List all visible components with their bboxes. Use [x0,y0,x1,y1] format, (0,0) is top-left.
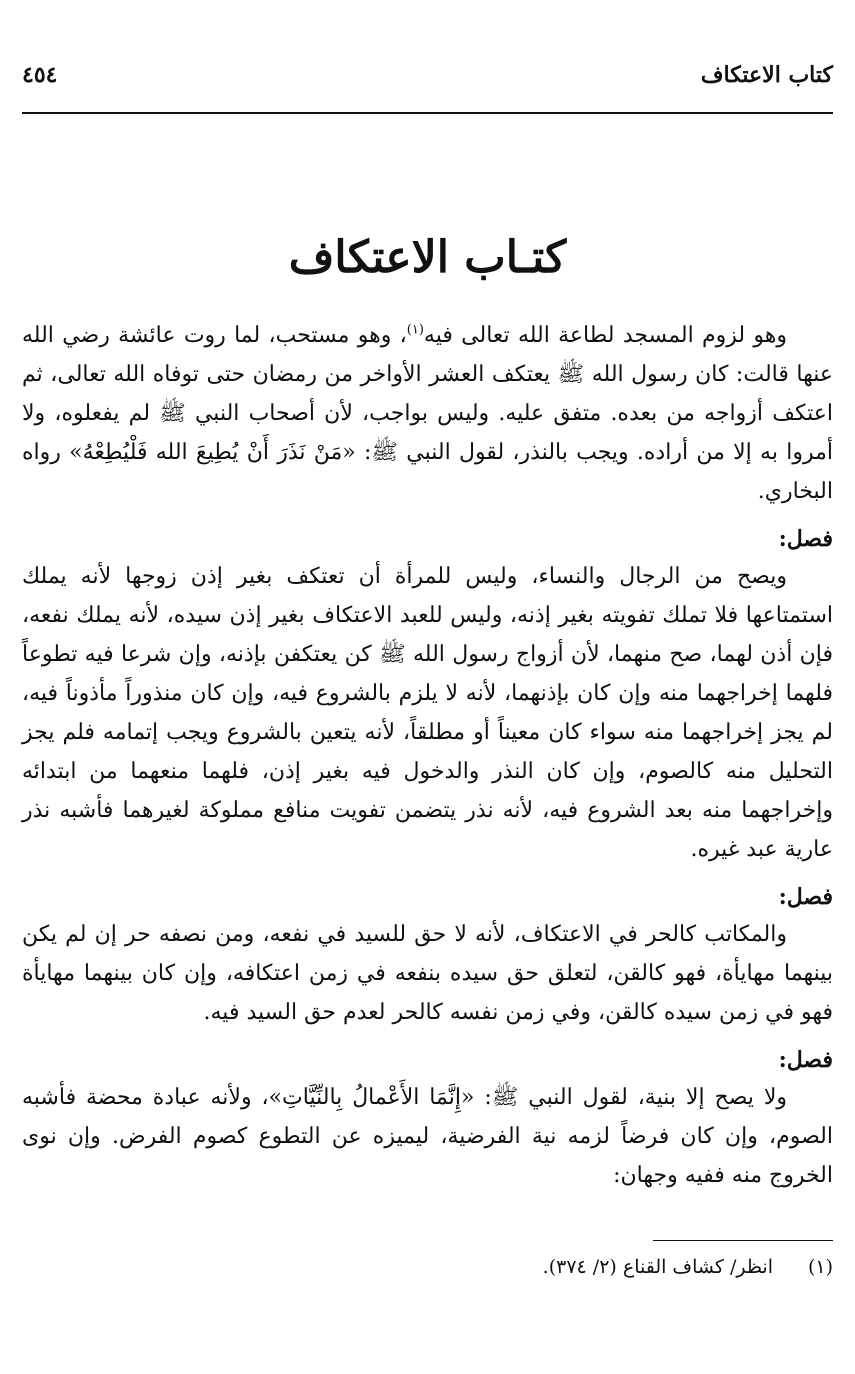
intro-text-b: ، وهو مستحب، لما روت عائشة رضي الله عنها قالت: كان رسول الله ﷺ يعتكف العشر الأواخر من رمضان حتى توفاه الله تعالى، ثم اعتكف أزواجه من بعده. متفق عليه. وليس بواجب، لأن أصحاب النبي ﷺ لم يفعلوه، ولا أمروا به إلا من أراده. ويجب بالنذر، لقول النبي ﷺ: «مَنْ نَذَرَ أَنْ يُطِيعَ الله فَلْيُطِعْهُ» رواه البخاري. [22,323,833,504]
section-paragraph-1: ويصح من الرجال والنساء، وليس للمرأة أن تعتكف بغير إذن زوجها لأنه يملك استمتاعها فلا تملك تفويته بغير إذنه، وليس للعبد الاعتكاف بغير إذن سيده، لأنه يملك نفعه، فإن أذن لهما، صح منهما، لأن أزواج رسول الله ﷺ كن يعتكفن بإذنه، وإن شرعا فيه تطوعاً فلهما إخراجهما منه وإن كان بإذنهما، لأنه لا يلزم بالشروع فيه، وإن كان منذوراً مأذوناً فيه، لم يجز إخراجهما منه سواء كان معيناً أو مطلقاً، لأنه يتعين بالشروع ويجب إتمامه فلم يجز التحليل منه كالصوم، وإن كان النذر والدخول فيه بغير إذن، فلهما منعهما من ابتدائه وإخراجهما منه بعد الشروع فيه، لأنه نذر يتضمن تفويت منافع مملوكة لغيرهما فأشبه نذر عارية عبد غيره. [22,564,833,862]
footnote [22,1252,833,1282]
intro-paragraph [22,316,833,511]
footnote-text: انظر/ كشاف القناع (٢/ ٣٧٤). [542,1256,773,1278]
footnote-marker: (١) [807,1256,833,1278]
header-rule [22,112,833,114]
body-text [22,316,833,1195]
section-heading-2: فصل: [778,884,833,910]
page-number: ٤٥٤ [22,62,58,88]
footnote-rule [653,1240,833,1241]
section-heading-3: فصل: [778,1047,833,1073]
section-paragraph-3: ولا يصح إلا بنية، لقول النبي ﷺ: «إِنَّمَا الأَعْمالُ بِالنِّيَّاتِ»، ولأنه عبادة محضة فأشبه الصوم، وإن كان فرضاً لزمه نية الفرضية، ليميزه عن التطوع كصوم الفرض. وإن نوى الخروج منه ففيه وجهان: [22,1085,833,1188]
intro-text-a: وهو لزوم المسجد لطاعة الله تعالى فيه [423,323,788,348]
footnote-reference[interactable]: (١) [406,322,424,338]
section-heading-1: فصل: [778,526,833,552]
running-title: كتاب الاعتكاف [700,62,833,88]
running-header [22,62,833,102]
section-paragraph-2: والمكاتب كالحر في الاعتكاف، لأنه لا حق للسيد في نفعه، ومن نصفه حر إن لم يكن بينهما مهايأة، فهو كالقن، لتعلق حق سيده بنفعه في زمن اعتكافه، وإن كان بينهما مهايأة فهو في زمن سيده كالقن، وفي زمن نفسه كالحر لعدم حق السيد فيه. [22,922,833,1025]
chapter-title: كتـاب الاعتكاف [288,232,567,283]
